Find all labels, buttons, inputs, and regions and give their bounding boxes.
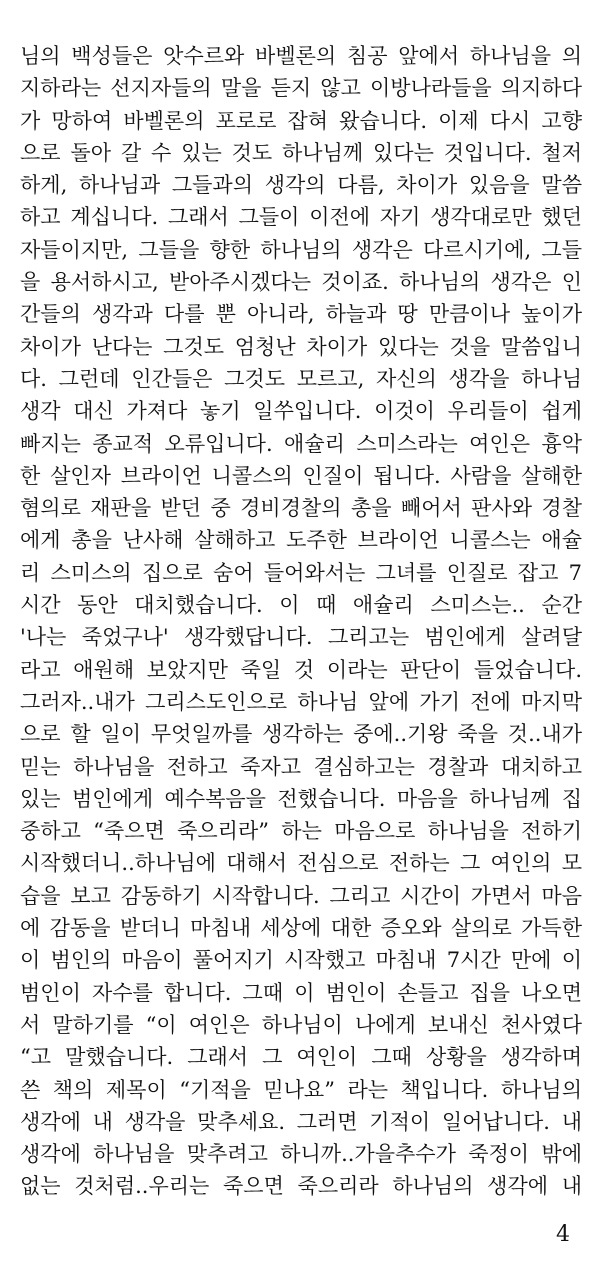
body-text — [20, 40, 582, 1203]
text-line: '나는 죽었구나' 생각했답니다. 그리고는 범인에게 살려달 — [20, 625, 582, 650]
text-line: 한 살인자 브라이언 니콜스의 인질이 됩니다. 사람을 살해한 — [20, 463, 582, 488]
text-line: 범인이 자수를 합니다. 그때 이 범인이 손들고 집을 나오면 — [20, 980, 582, 1005]
text-line: 자들이지만, 그들을 향한 하나님의 생각은 다르시기에, 그들 — [20, 237, 582, 262]
text-line: 그러자..내가 그리스도인으로 하나님 앞에 가기 전에 마지막 — [20, 689, 582, 714]
text-line: “고 말했습니다. 그래서 그 여인이 그때 상황을 생각하며 — [20, 1045, 582, 1070]
text-line: 서 말하기를 “이 여인은 하나님이 나에게 보내신 천사였다 — [20, 1012, 582, 1037]
text-line: 라고 애원해 보았지만 죽일 것 이라는 판단이 들었습니다. — [20, 657, 582, 682]
text-line: 리 스미스의 집으로 숨어 들어와서는 그녀를 인질로 잡고 7 — [20, 560, 582, 585]
text-line: 믿는 하나님을 전하고 죽자고 결심하고는 경찰과 대치하고 — [20, 754, 582, 779]
text-line: 혐의로 재판을 받던 중 경비경찰의 총을 빼어서 판사와 경찰 — [20, 496, 582, 521]
text-line: 생각에 하나님을 맞추려고 하니까..가을추수가 죽정이 밖에 — [20, 1142, 582, 1167]
text-line: 하고 계십니다. 그래서 그들이 이전에 자기 생각대로만 했던 — [20, 205, 582, 230]
text-line: 빠지는 종교적 오류입니다. 애슐리 스미스라는 여인은 흉악 — [20, 431, 582, 456]
text-line: 이 범인의 마음이 풀어지기 시작했고 마침내 7시간 만에 이 — [20, 948, 582, 973]
text-line: 중하고 “죽으면 죽으리라” 하는 마음으로 하나님을 전하기 — [20, 819, 582, 844]
text-line: 님의 백성들은 앗수르와 바벨론의 침공 앞에서 하나님을 의 — [20, 44, 582, 68]
text-line: 시작했더니..하나님에 대해서 전심으로 전하는 그 여인의 모 — [20, 851, 582, 876]
text-line: 있는 범인에게 예수복음을 전했습니다. 마음을 하나님께 집 — [20, 786, 582, 811]
text-line: 으로 할 일이 무엇일까를 생각하는 중에..기왕 죽을 것..내가 — [20, 722, 582, 747]
text-line: 으로 돌아 갈 수 있는 것도 하나님께 있다는 것입니다. 철저 — [20, 140, 582, 165]
text-line: 가 망하여 바벨론의 포로로 잡혀 왔습니다. 이제 다시 고향 — [20, 108, 582, 133]
text-line: 지하라는 선지자들의 말을 듣지 않고 이방나라들을 의지하다 — [20, 76, 582, 101]
text-line: 에게 총을 난사해 살해하고 도주한 브라이언 니콜스는 애슐 — [20, 528, 582, 553]
text-line: 없는 것처럼..우리는 죽으면 죽으리라 하나님의 생각에 내 — [20, 1174, 582, 1199]
text-line: 차이가 난다는 그것도 엄청난 차이가 있다는 것을 말씀입니 — [20, 334, 582, 359]
text-line: 간들의 생각과 다를 뿐 아니라, 하늘과 땅 만큼이나 높이가 — [20, 302, 582, 327]
text-line: 하게, 하나님과 그들과의 생각의 다름, 차이가 있음을 말씀 — [20, 173, 582, 198]
text-line: 생각 대신 가져다 놓기 일쑤입니다. 이것이 우리들이 쉽게 — [20, 399, 582, 424]
text-line: 생각에 내 생각을 맞추세요. 그러면 기적이 일어납니다. 내 — [20, 1109, 582, 1134]
text-line: 쓴 책의 제목이 “기적을 믿나요” 라는 책입니다. 하나님의 — [20, 1077, 582, 1102]
text-line: 시간 동안 대치했습니다. 이 때 애슐리 스미스는.. 순간 — [20, 593, 582, 618]
text-line: 습을 보고 감동하기 시작합니다. 그리고 시간이 가면서 마음 — [20, 883, 582, 908]
page-number: 4 — [556, 1222, 570, 1247]
text-line: 에 감동을 받더니 마침내 세상에 대한 증오와 살의로 가득한 — [20, 916, 582, 941]
text-line: 다. 그런데 인간들은 그것도 모르고, 자신의 생각을 하나님 — [20, 366, 582, 391]
text-line: 을 용서하시고, 받아주시겠다는 것이죠. 하나님의 생각은 인 — [20, 270, 582, 295]
